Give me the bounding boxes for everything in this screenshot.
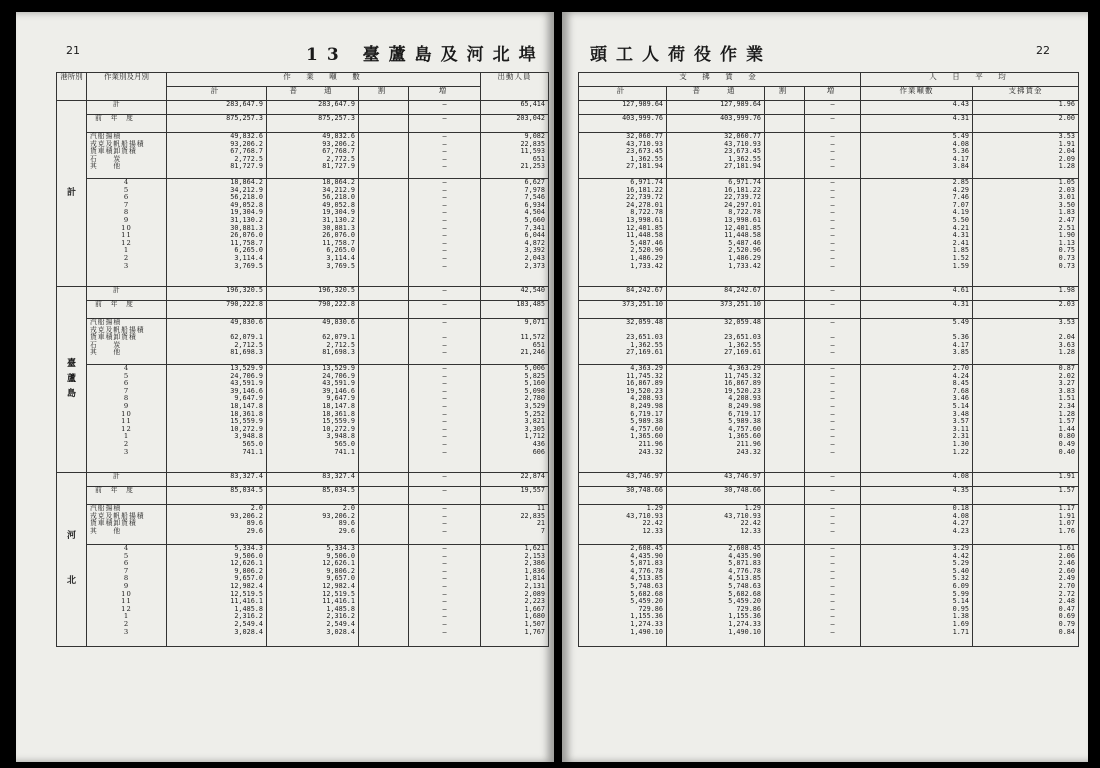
header-total: 計: [167, 87, 267, 101]
cell-pay-normal: 127,989.64: [667, 101, 765, 115]
cell-discount: [359, 473, 409, 487]
cell-surcharge: —: [409, 301, 481, 319]
cell-surcharge: —: [409, 287, 481, 301]
month-labels: 4 5 6 7 8 9 10 11 12 1 2 3: [87, 545, 167, 647]
month-pay-normal: 6,971.74 16,181.22 22,739.72 24,297.01 8,722.78 13,998.61 12,401.85 11,448.58 5,487.46 2,520.96 1,486.29 1,733.42: [667, 179, 765, 287]
cell-discount: [359, 487, 409, 505]
cell-discount: [359, 101, 409, 115]
cell-wage: 1.57: [973, 487, 1079, 505]
month-discount: [359, 179, 409, 287]
cell-tonnage: 4.08: [861, 473, 973, 487]
work-type-labels: 汽船揚積 戎克及帆船揚積 貨車積卸貨積 其 他: [87, 505, 167, 545]
cell-discount: [359, 287, 409, 301]
cell-workers: 65,414: [481, 101, 549, 115]
header-normal: 普 通: [267, 87, 359, 101]
cell-pay-discount: [765, 487, 805, 505]
group-total: [57, 101, 549, 287]
cell-pay-normal: 43,746.97: [667, 473, 765, 487]
cell-surcharge: —: [409, 487, 481, 505]
cell-normal: 83,327.4: [267, 473, 359, 487]
header-tonnage: 作業噸數: [861, 87, 973, 101]
work-discount: [359, 319, 409, 365]
month-pay-discount: [765, 545, 805, 647]
cell-wage: 2.00: [973, 115, 1079, 133]
month-tonnage: 2.70 4.24 8.45 7.68 3.46 5.14 3.48 3.57 3.11 2.31 1.30 1.22: [861, 365, 973, 473]
page-number-left: 21: [66, 44, 80, 57]
group-hulutao: [57, 287, 549, 473]
month-tonnage: 3.29 4.42 5.29 5.40 5.32 6.09 5.99 5.14 0.95 1.38 1.69 1.71: [861, 545, 973, 647]
cell-total: 85,034.5: [167, 487, 267, 505]
cell-pay-discount: [765, 301, 805, 319]
work-total: 2.0 93,206.2 89.6 29.6: [167, 505, 267, 545]
cell-pay-surcharge: —: [805, 487, 861, 505]
cell-workers: 203,042: [481, 115, 549, 133]
header-port: 港所別: [57, 73, 87, 101]
row-label: 計: [87, 473, 167, 487]
header-workers: 出動人員: [481, 73, 549, 101]
cell-tonnage: 4.31: [861, 115, 973, 133]
header-surcharge: 増: [409, 87, 481, 101]
work-workers: 9,082 22,835 11,593 651 21,253: [481, 133, 549, 179]
work-surcharge: — — — — —: [409, 133, 481, 179]
work-pay-total: 32,060.77 43,710.93 23,673.45 1,362.55 27,181.94: [579, 133, 667, 179]
group-hopei: [57, 473, 549, 647]
cell-wage: 1.91: [973, 473, 1079, 487]
cell-workers: 42,540: [481, 287, 549, 301]
work-tonnage: 5.49 4.08 5.36 4.17 3.84: [861, 133, 973, 179]
cell-tonnage: 4.31: [861, 301, 973, 319]
month-pay-surcharge: — — — — — — — — — — — —: [805, 179, 861, 287]
cell-pay-discount: [765, 473, 805, 487]
work-wage: 3.53 2.04 3.63 1.28: [973, 319, 1079, 365]
cell-normal: 875,257.3: [267, 115, 359, 133]
cell-tonnage: 4.61: [861, 287, 973, 301]
month-tonnage: 2.85 4.29 7.46 7.07 4.19 5.50 4.21 4.31 2.41 1.85 1.52 1.59: [861, 179, 973, 287]
work-pay-total: 32,059.48 23,651.03 1,362.55 27,169.61: [579, 319, 667, 365]
work-wage: 1.17 1.91 1.07 1.76: [973, 505, 1079, 545]
header-item: 作業別及月別: [87, 73, 167, 101]
month-pay-normal: 2,608.45 4,435.90 5,871.83 4,776.78 4,513.85 5,748.63 5,682.68 5,459.20 729.86 1,155.36 1,274.33 1,490.10: [667, 545, 765, 647]
cell-surcharge: —: [409, 115, 481, 133]
work-pay-surcharge: — — — —: [805, 505, 861, 545]
month-normal: 5,334.3 9,506.0 12,626.1 9,806.2 9,657.0 12,982.4 12,519.5 11,416.1 1,485.8 2,316.2 2,549.4 3,028.4: [267, 545, 359, 647]
cell-pay-surcharge: —: [805, 473, 861, 487]
cell-tonnage: 4.35: [861, 487, 973, 505]
row-label: 前 年 度: [87, 301, 167, 319]
month-labels: 4 5 6 7 8 9 10 11 12 1 2 3: [87, 365, 167, 473]
work-pay-normal: 1.29 43,710.93 22.42 12.33: [667, 505, 765, 545]
header-pay-discount: 割: [765, 87, 805, 101]
month-workers: 6,627 7,978 7,546 6,934 4,504 5,660 7,341 6,044 4,872 3,392 2,043 2,373: [481, 179, 549, 287]
right-table: [578, 72, 1079, 647]
month-labels: 4 5 6 7 8 9 10 11 12 1 2 3: [87, 179, 167, 287]
cell-wage: 2.03: [973, 301, 1079, 319]
work-pay-normal: 32,060.77 43,710.93 23,673.45 1,362.55 27,181.94: [667, 133, 765, 179]
cell-pay-normal: 84,242.67: [667, 287, 765, 301]
left-table: [56, 72, 549, 647]
cell-pay-total: 43,746.97: [579, 473, 667, 487]
month-total: 13,529.9 24,706.9 43,591.9 39,146.6 9,647.9 18,147.8 18,361.8 15,559.9 10,272.9 3,948.8 565.0 741.1: [167, 365, 267, 473]
group-label: 河 北: [57, 473, 87, 647]
month-total: 5,334.3 9,506.0 12,626.1 9,806.2 9,657.0 12,982.4 12,519.5 11,416.1 1,485.8 2,316.2 2,549.4 3,028.4: [167, 545, 267, 647]
right-page: [562, 12, 1088, 762]
group-hopei-pay: [579, 473, 1079, 647]
left-page: [16, 12, 554, 762]
work-tonnage: 5.49 5.36 4.17 3.85: [861, 319, 973, 365]
table-title-right: 頭工人荷役作業: [590, 45, 772, 65]
header-discount: 割: [359, 87, 409, 101]
month-normal: 18,864.2 34,212.9 56,218.0 49,052.8 19,304.9 31,130.2 30,881.3 26,076.0 11,758.7 6,265.0 3,114.4 3,769.5: [267, 179, 359, 287]
cell-pay-total: 30,748.66: [579, 487, 667, 505]
cell-pay-total: 373,251.10: [579, 301, 667, 319]
cell-pay-normal: 373,251.10: [667, 301, 765, 319]
group-label: 臺 蘆 島: [57, 287, 87, 473]
cell-surcharge: —: [409, 101, 481, 115]
cell-pay-discount: [765, 287, 805, 301]
month-wage: 0.87 2.02 3.27 3.83 1.51 2.34 1.28 1.57 1.44 0.80 0.49 0.40: [973, 365, 1079, 473]
row-label: 計: [87, 101, 167, 115]
work-pay-total: 1.29 43,710.93 22.42 12.33: [579, 505, 667, 545]
month-discount: [359, 365, 409, 473]
cell-total: 83,327.4: [167, 473, 267, 487]
work-total: 49,830.6 62,079.1 2,712.5 81,698.3: [167, 319, 267, 365]
month-pay-surcharge: — — — — — — — — — — — —: [805, 545, 861, 647]
cell-normal: 790,222.8: [267, 301, 359, 319]
month-surcharge: — — — — — — — — — — — —: [409, 179, 481, 287]
cell-pay-normal: 30,748.66: [667, 487, 765, 505]
work-workers: 11 22,835 21 7: [481, 505, 549, 545]
cell-pay-total: 403,999.76: [579, 115, 667, 133]
cell-workers: 19,557: [481, 487, 549, 505]
month-wage: 1.61 2.06 2.46 2.60 2.49 2.70 2.72 2.48 0.47 0.69 0.79 0.84: [973, 545, 1079, 647]
table-title-left: 13 臺蘆島及河北埠: [306, 45, 545, 65]
row-label: 計: [87, 287, 167, 301]
work-normal: 49,832.6 93,206.2 67,768.7 2,772.5 81,727.9: [267, 133, 359, 179]
cell-normal: 85,034.5: [267, 487, 359, 505]
cell-pay-normal: 403,999.76: [667, 115, 765, 133]
cell-pay-discount: [765, 101, 805, 115]
month-surcharge: — — — — — — — — — — — —: [409, 365, 481, 473]
work-discount: [359, 505, 409, 545]
month-wage: 1.05 2.03 3.01 3.50 1.83 2.47 2.51 1.90 1.13 0.75 0.73 0.73: [973, 179, 1079, 287]
month-workers: 5,006 5,825 5,160 5,098 2,780 3,529 5,252 3,821 3,305 1,712 436 606: [481, 365, 549, 473]
group-hulutao-pay: [579, 287, 1079, 473]
group-label: 計: [57, 101, 87, 287]
header-payment: 支 拂 賃 金: [579, 73, 861, 87]
cell-total: 283,647.9: [167, 101, 267, 115]
month-total: 18,864.2 34,212.9 56,218.0 49,052.8 19,304.9 31,130.2 30,881.3 26,076.0 11,758.7 6,265.0 3,114.4 3,769.5: [167, 179, 267, 287]
work-workers: 9,071 11,572 651 21,246: [481, 319, 549, 365]
work-type-labels: 汽船揚積 戎克及帆船揚積 貨車積卸貨積 石 炭 其 他: [87, 133, 167, 179]
cell-workers: 22,874: [481, 473, 549, 487]
work-pay-discount: [765, 319, 805, 365]
cell-pay-discount: [765, 115, 805, 133]
cell-pay-surcharge: —: [805, 101, 861, 115]
cell-surcharge: —: [409, 473, 481, 487]
work-pay-surcharge: — — — —: [805, 319, 861, 365]
cell-pay-surcharge: —: [805, 115, 861, 133]
cell-wage: 1.98: [973, 287, 1079, 301]
row-label: 前 年 度: [87, 487, 167, 505]
month-pay-normal: 4,363.29 11,745.32 16,867.89 19,520.23 4,208.93 8,249.98 6,719.17 5,989.38 4,757.60 1,365.60 211.96 243.32: [667, 365, 765, 473]
month-workers: 1,621 2,153 2,386 1,836 1,814 2,131 2,089 2,223 1,667 1,680 1,507 1,767: [481, 545, 549, 647]
month-pay-surcharge: — — — — — — — — — — — —: [805, 365, 861, 473]
header-volume: 作 業 噸 數: [167, 73, 481, 87]
cell-discount: [359, 301, 409, 319]
cell-pay-surcharge: —: [805, 301, 861, 319]
header-pay-total: 計: [579, 87, 667, 101]
work-normal: 49,830.6 62,079.1 2,712.5 81,698.3: [267, 319, 359, 365]
cell-normal: 196,320.5: [267, 287, 359, 301]
month-pay-total: 4,363.29 11,745.32 16,867.89 19,520.23 4,208.93 8,249.98 6,719.17 5,989.38 4,757.60 1,365.60 211.96 243.32: [579, 365, 667, 473]
cell-normal: 283,647.9: [267, 101, 359, 115]
cell-workers: 183,485: [481, 301, 549, 319]
month-pay-discount: [765, 365, 805, 473]
work-surcharge: — — — —: [409, 319, 481, 365]
work-wage: 3.53 1.91 2.04 2.09 1.28: [973, 133, 1079, 179]
month-discount: [359, 545, 409, 647]
group-total-pay: [579, 101, 1079, 287]
work-type-labels: 汽船揚積 戎克及帆船揚積 貨車積卸貨積 石 炭 其 他: [87, 319, 167, 365]
work-total: 49,832.6 93,206.2 67,768.7 2,772.5 81,727.9: [167, 133, 267, 179]
cell-total: 875,257.3: [167, 115, 267, 133]
cell-tonnage: 4.43: [861, 101, 973, 115]
row-label: 前 年 度: [87, 115, 167, 133]
cell-pay-total: 127,989.64: [579, 101, 667, 115]
cell-pay-surcharge: —: [805, 287, 861, 301]
work-pay-surcharge: — — — — —: [805, 133, 861, 179]
work-pay-discount: [765, 505, 805, 545]
page-number-right: 22: [1036, 44, 1050, 57]
cell-total: 790,222.8: [167, 301, 267, 319]
cell-total: 196,320.5: [167, 287, 267, 301]
month-pay-discount: [765, 179, 805, 287]
cell-pay-total: 84,242.67: [579, 287, 667, 301]
month-normal: 13,529.9 24,706.9 43,591.9 39,146.6 9,647.9 18,147.8 18,361.8 15,559.9 10,272.9 3,948.8 565.0 741.1: [267, 365, 359, 473]
work-pay-normal: 32,059.48 23,651.03 1,362.55 27,169.61: [667, 319, 765, 365]
month-pay-total: 6,971.74 16,181.22 22,739.72 24,278.01 8,722.78 13,998.61 12,401.85 11,448.58 5,487.46 2,520.96 1,486.29 1,733.42: [579, 179, 667, 287]
work-tonnage: 0.18 4.08 4.27 4.23: [861, 505, 973, 545]
cell-discount: [359, 115, 409, 133]
header-per-day: 人 日 平 均: [861, 73, 1079, 87]
work-surcharge: — — — —: [409, 505, 481, 545]
work-normal: 2.0 93,206.2 89.6 29.6: [267, 505, 359, 545]
header-pay-surcharge: 増: [805, 87, 861, 101]
work-pay-discount: [765, 133, 805, 179]
header-wage: 支拂賃金: [973, 87, 1079, 101]
month-pay-total: 2,608.45 4,435.90 5,871.83 4,776.78 4,513.85 5,748.63 5,682.68 5,459.20 729.86 1,155.36 1,274.33 1,490.10: [579, 545, 667, 647]
month-surcharge: — — — — — — — — — — — —: [409, 545, 481, 647]
work-discount: [359, 133, 409, 179]
cell-wage: 1.96: [973, 101, 1079, 115]
header-pay-normal: 普 通: [667, 87, 765, 101]
